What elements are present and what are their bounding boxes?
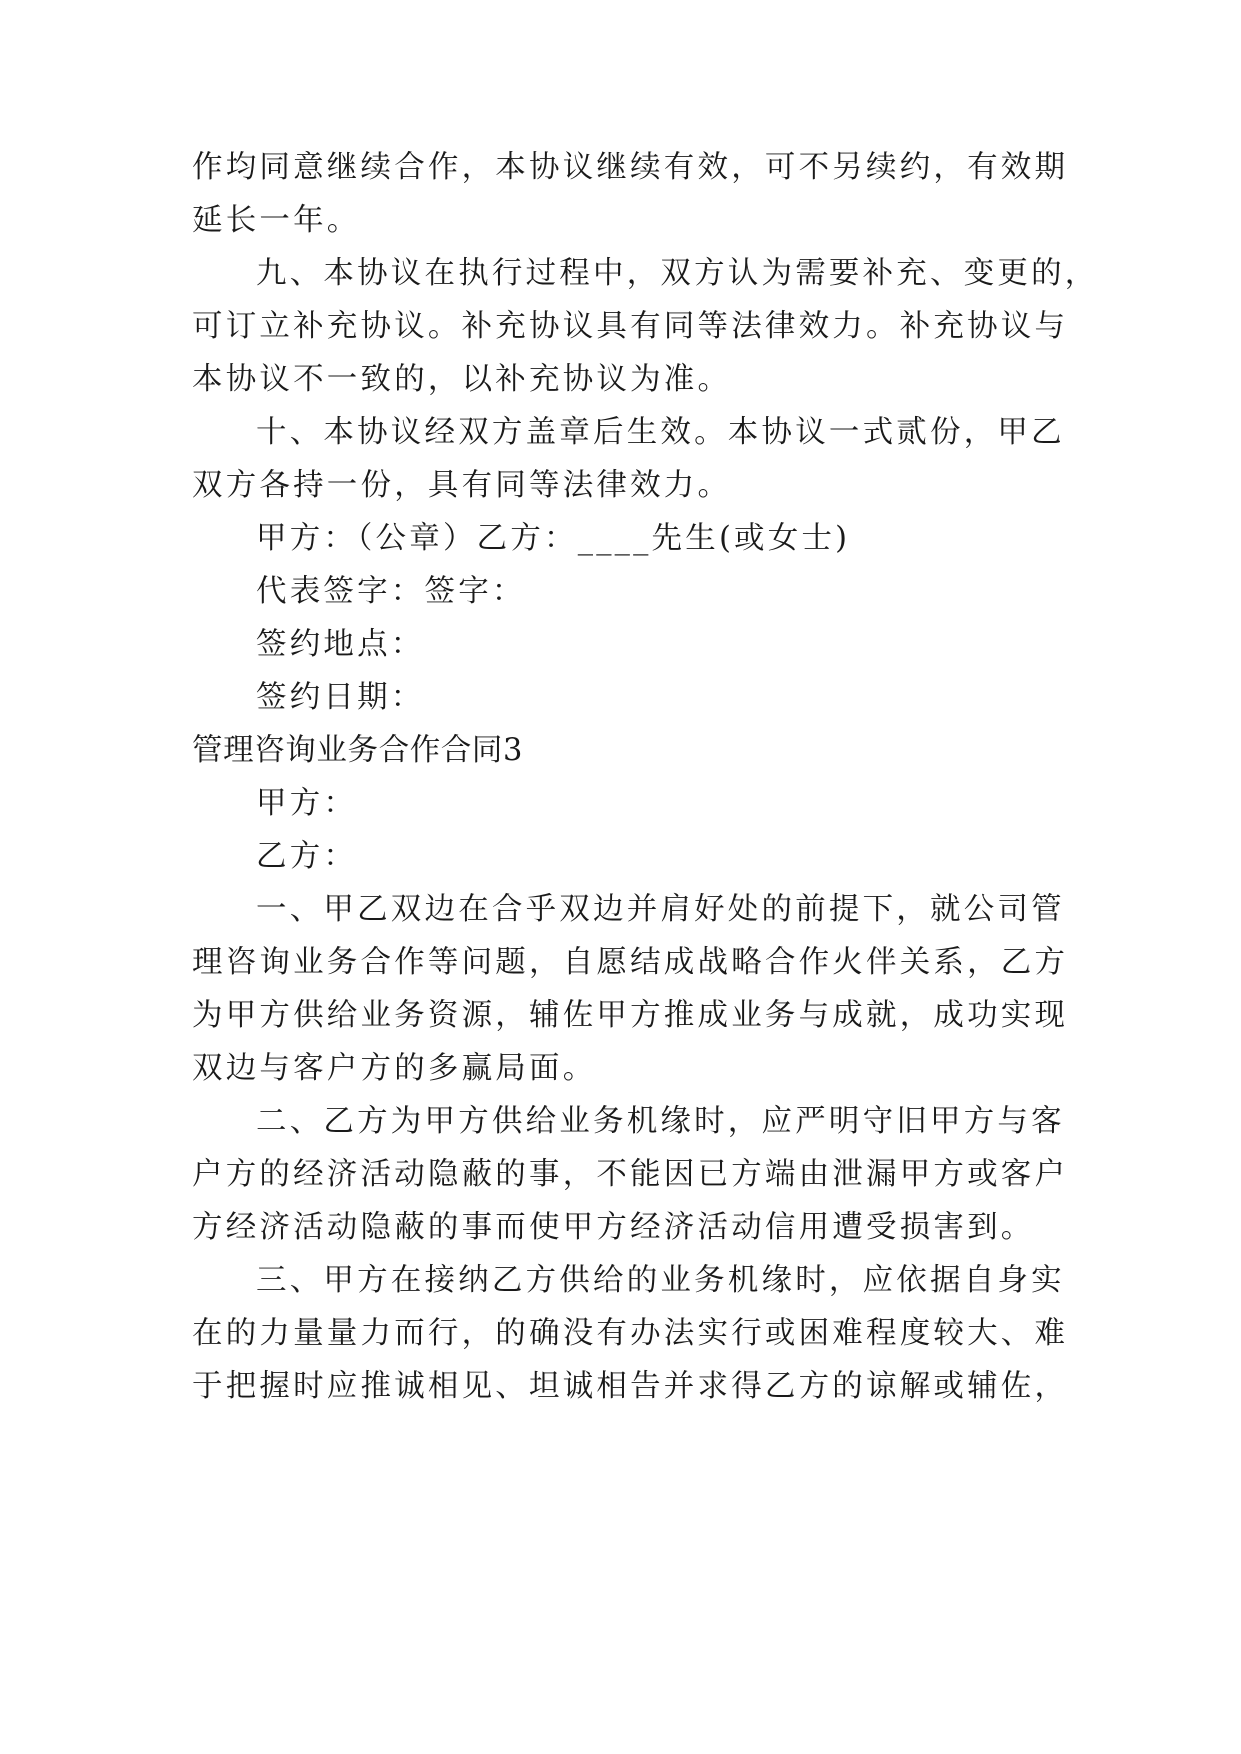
- text-line: 方经济活动隐蔽的事而使甲方经济活动信用遭受损害到。: [192, 1210, 1035, 1245]
- party-signature-line: 甲方：（公章）乙方：____先生(或女士): [256, 521, 851, 556]
- clause-9-line: 九、本协议在执行过程中，双方认为需要补充、变更的，: [256, 256, 1099, 291]
- clause-3-line: 三、甲方在接纳乙方供给的业务机缘时，应依据自身实: [256, 1263, 1065, 1298]
- party-b-line: 乙方：: [256, 839, 358, 874]
- text-line: 为甲方供给业务资源，辅佐甲方推成业务与成就，成功实现: [192, 998, 1069, 1033]
- text-line: 户方的经济活动隐蔽的事，不能因已方端由泄漏甲方或客户: [192, 1157, 1069, 1192]
- representative-signature-line: 代表签字：签字：: [256, 574, 526, 609]
- signing-place-line: 签约地点：: [256, 627, 425, 662]
- text-line: 作均同意继续合作，本协议继续有效，可不另续约，有效期: [192, 150, 1069, 185]
- text-line: 双边与客户方的多赢局面。: [192, 1051, 597, 1086]
- contract-title: 管理咨询业务合作合同3: [192, 733, 524, 768]
- text-line: 本协议不一致的，以补充协议为准。: [192, 362, 732, 397]
- clause-1-line: 一、甲乙双边在合乎双边并肩好处的前提下，就公司管: [256, 892, 1065, 927]
- text-line: 双方各持一份，具有同等法律效力。: [192, 468, 732, 503]
- signing-date-line: 签约日期：: [256, 680, 425, 715]
- clause-10-line: 十、本协议经双方盖章后生效。本协议一式贰份，甲乙: [256, 415, 1065, 450]
- text-line: 于把握时应推诚相见、坦诚相告并求得乙方的谅解或辅佐，: [192, 1369, 1069, 1404]
- party-a-line: 甲方：: [256, 786, 358, 821]
- text-line: 在的力量量力而行，的确没有办法实行或困难程度较大、难: [192, 1316, 1069, 1351]
- text-line: 理咨询业务合作等问题，自愿结成战略合作火伴关系，乙方: [192, 945, 1069, 980]
- clause-2-line: 二、乙方为甲方供给业务机缘时，应严明守旧甲方与客: [256, 1104, 1065, 1139]
- text-line: 可订立补充协议。补充协议具有同等法律效力。补充协议与: [192, 309, 1069, 344]
- text-line: 延长一年。: [192, 203, 361, 238]
